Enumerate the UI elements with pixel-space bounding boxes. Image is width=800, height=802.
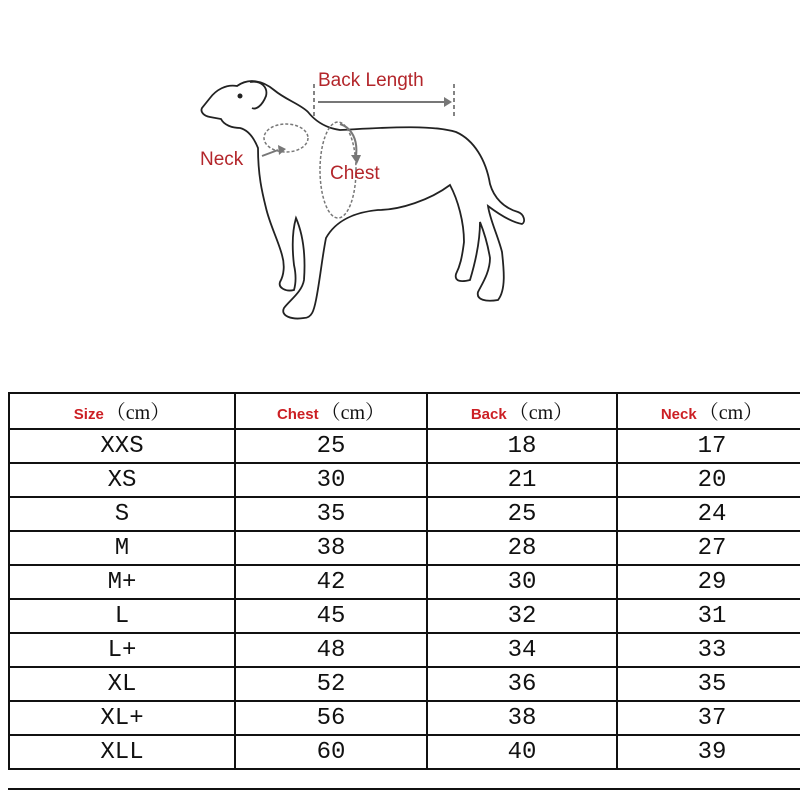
table-row bbox=[9, 429, 800, 463]
cell-size: M+ bbox=[9, 565, 235, 599]
chest-label: Chest bbox=[330, 163, 380, 184]
cell-chest: 35 bbox=[235, 497, 427, 531]
neck-arrow bbox=[262, 150, 278, 156]
cell-back: 32 bbox=[427, 599, 617, 633]
cell-back: 36 bbox=[427, 667, 617, 701]
cell-chest: 48 bbox=[235, 633, 427, 667]
cell-neck: 37 bbox=[617, 701, 800, 735]
cell-neck: 35 bbox=[617, 667, 800, 701]
table-header-row bbox=[9, 393, 800, 429]
neck-arrowhead bbox=[278, 145, 286, 155]
header-chest: Chest （cm） bbox=[235, 393, 427, 429]
neck-measure-loop bbox=[264, 124, 308, 152]
table-row bbox=[9, 701, 800, 735]
cell-chest: 30 bbox=[235, 463, 427, 497]
cell-chest: 45 bbox=[235, 599, 427, 633]
cell-chest: 52 bbox=[235, 667, 427, 701]
cell-chest: 25 bbox=[235, 429, 427, 463]
cell-size: XL+ bbox=[9, 701, 235, 735]
cell-back: 21 bbox=[427, 463, 617, 497]
back-length-arrowhead bbox=[444, 97, 452, 107]
cell-neck: 17 bbox=[617, 429, 800, 463]
back-length-label: Back Length bbox=[318, 70, 424, 91]
dog-ear bbox=[250, 82, 266, 109]
cell-size: XL bbox=[9, 667, 235, 701]
cell-size: M bbox=[9, 531, 235, 565]
cell-back: 38 bbox=[427, 701, 617, 735]
cell-neck: 39 bbox=[617, 735, 800, 769]
cell-chest: 60 bbox=[235, 735, 427, 769]
size-chart bbox=[8, 392, 800, 800]
cell-neck: 27 bbox=[617, 531, 800, 565]
table-row bbox=[9, 735, 800, 769]
dog-eye bbox=[238, 94, 243, 99]
table-row bbox=[9, 633, 800, 667]
header-back: Back （cm） bbox=[427, 393, 617, 429]
cell-neck: 20 bbox=[617, 463, 800, 497]
cell-chest: 38 bbox=[235, 531, 427, 565]
cell-size: XS bbox=[9, 463, 235, 497]
dog-outline bbox=[201, 81, 524, 318]
dog-outline-illustration bbox=[0, 0, 800, 360]
cell-chest: 42 bbox=[235, 565, 427, 599]
table-row bbox=[9, 599, 800, 633]
cell-back: 28 bbox=[427, 531, 617, 565]
cell-neck: 24 bbox=[617, 497, 800, 531]
cell-chest: 56 bbox=[235, 701, 427, 735]
header-size: Size （cm） bbox=[9, 393, 235, 429]
cell-size: L bbox=[9, 599, 235, 633]
table-row bbox=[9, 463, 800, 497]
size-table bbox=[8, 392, 800, 770]
cell-size: L+ bbox=[9, 633, 235, 667]
cell-size: XXS bbox=[9, 429, 235, 463]
cell-size: S bbox=[9, 497, 235, 531]
cell-back: 40 bbox=[427, 735, 617, 769]
cell-neck: 29 bbox=[617, 565, 800, 599]
cell-back: 25 bbox=[427, 497, 617, 531]
neck-label: Neck bbox=[200, 149, 244, 170]
cell-neck: 33 bbox=[617, 633, 800, 667]
cell-back: 18 bbox=[427, 429, 617, 463]
cell-back: 34 bbox=[427, 633, 617, 667]
cell-back: 30 bbox=[427, 565, 617, 599]
cell-size: XLL bbox=[9, 735, 235, 769]
table-row bbox=[9, 667, 800, 701]
table-row bbox=[9, 531, 800, 565]
table-row bbox=[9, 565, 800, 599]
table-row bbox=[9, 497, 800, 531]
header-neck: Neck （cm） bbox=[617, 393, 800, 429]
cell-neck: 31 bbox=[617, 599, 800, 633]
dog-measurement-diagram bbox=[0, 0, 800, 360]
